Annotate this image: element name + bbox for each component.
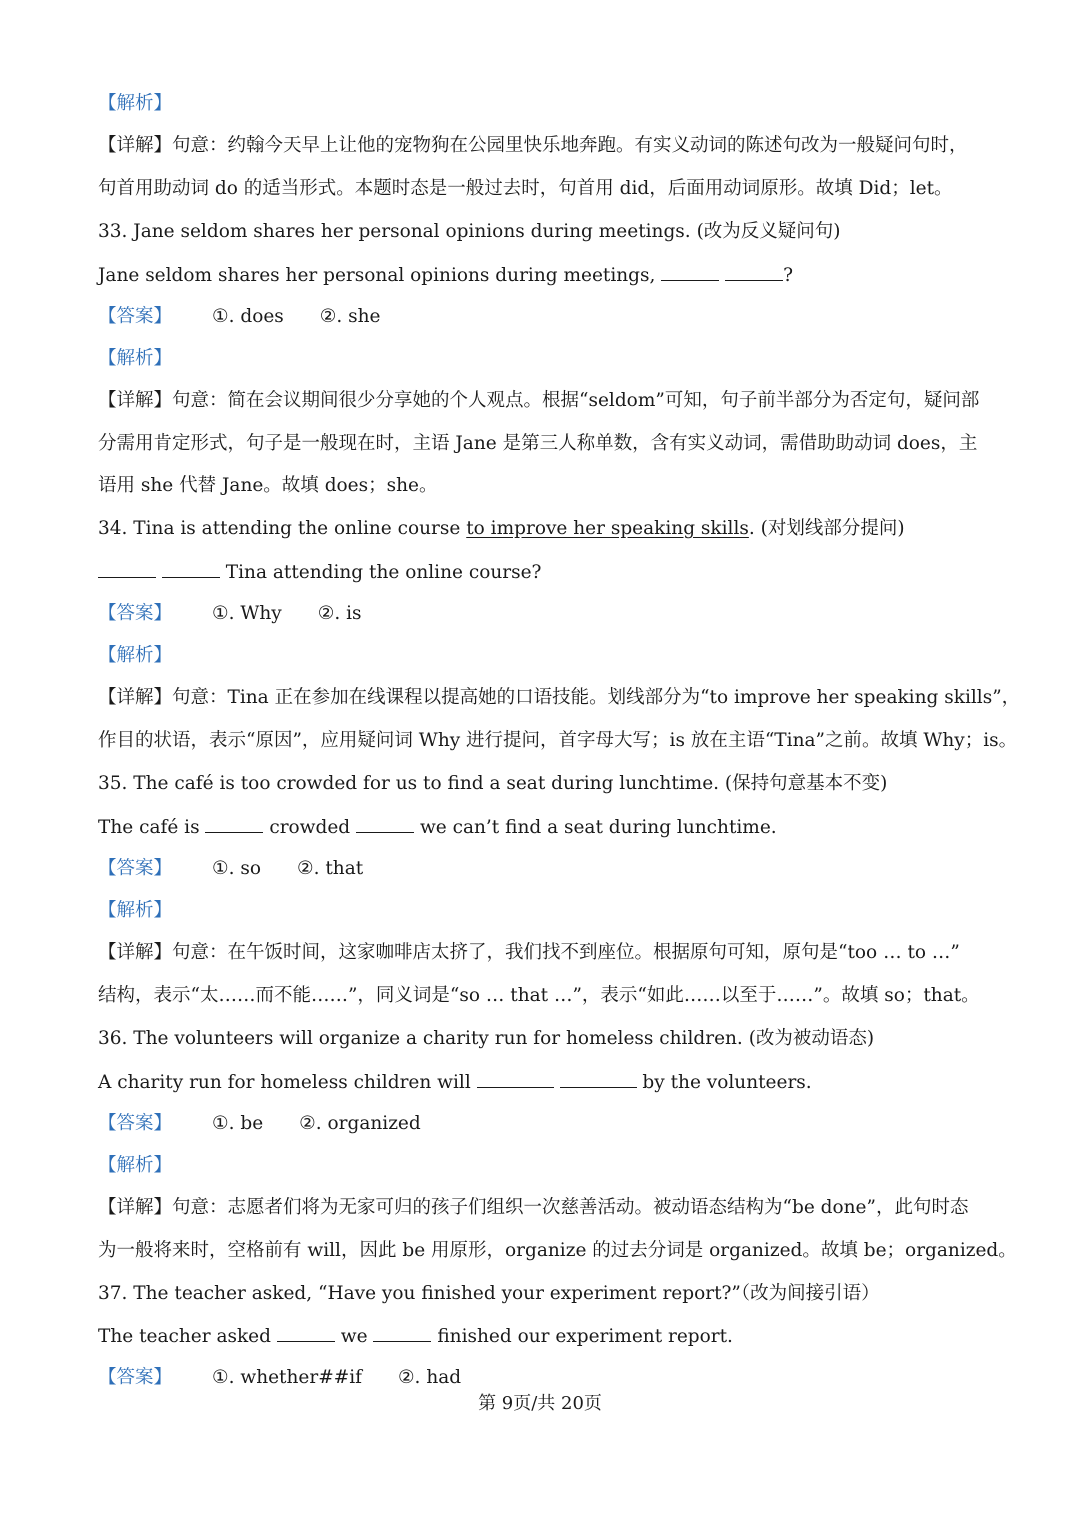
blank-1 (205, 814, 263, 833)
analysis-label-text: 【解析】 (98, 348, 173, 369)
answer-2: ②. organized (299, 1113, 421, 1134)
prompt-34 (98, 559, 988, 586)
analysis-label-text: 【解析】 (98, 645, 173, 666)
prompt-text: The teacher asked (98, 1326, 271, 1347)
question-34 (98, 516, 988, 542)
prompt-text: Tina attending the online course? (225, 562, 542, 583)
detail-q33-line3 (98, 473, 988, 499)
detail-q33-line1 (98, 388, 988, 414)
blank-1 (277, 1323, 335, 1342)
analysis-label-q35 (98, 898, 988, 924)
answer-label-text: 【答案】 (98, 603, 173, 624)
answer-label-text: 【答案】 (98, 858, 173, 879)
blank-2 (162, 559, 220, 578)
page-number: 第 9页/共 20页 (478, 1393, 602, 1414)
answer-1: ①. so (212, 858, 261, 879)
prompt-text: crowded (269, 817, 351, 838)
detail-text: 作目的状语，表示“原因”，应用疑问词 Why 进行提问，首字母大写；is 放在主语“Tina”之前。故填 Why；is。 (98, 730, 1018, 751)
underlined-phrase: to improve her speaking skills (466, 518, 749, 539)
detail-label-text: 【详解】 (98, 390, 173, 411)
answer-34 (98, 601, 988, 627)
answer-1: ①. whether##if (212, 1367, 362, 1388)
answer-label-text: 【答案】 (98, 1113, 173, 1134)
detail-q36-line2 (98, 1238, 1017, 1264)
blank-2 (373, 1323, 431, 1342)
detail-q35-line1 (98, 940, 988, 966)
answer-label-text: 【答案】 (98, 306, 173, 327)
detail-q32-line2 (98, 176, 988, 202)
question-text: 37. The teacher asked, “Have you finished your experiment report?”（改为间接引语） (98, 1283, 880, 1304)
answer-2: ②. that (297, 858, 364, 879)
question-36 (98, 1026, 988, 1052)
answer-1: ①. Why (212, 603, 282, 624)
detail-q32-line1 (98, 133, 988, 159)
detail-text: 语用 she 代替 Jane。故填 does；she。 (98, 475, 438, 496)
prompt-text: The café is (98, 817, 200, 838)
answer-1: ①. does (212, 306, 284, 327)
detail-label-text: 【详解】 (98, 1197, 173, 1218)
blank-1 (477, 1069, 554, 1088)
analysis-label-q32 (98, 91, 988, 117)
detail-text: 句首用助动词 do 的适当形式。本题时态是一般过去时，句首用 did，后面用动词原形。故填 Did；let。 (98, 178, 953, 199)
question-33 (98, 219, 988, 245)
analysis-label-text: 【解析】 (98, 900, 173, 921)
analysis-label-q36 (98, 1153, 988, 1179)
detail-text: 结构，表示“太……而不能……”，同义词是“so … that …”，表示“如此……以至于……”。故填 so；that。 (98, 985, 980, 1006)
prompt-36 (98, 1069, 988, 1096)
answer-35 (98, 856, 988, 882)
question-text: 36. The volunteers will organize a charity run for homeless children. (改为被动语态) (98, 1028, 875, 1049)
blank-1 (661, 262, 719, 281)
prompt-text: Jane seldom shares her personal opinions during meetings, (98, 265, 656, 286)
detail-label-text: 【详解】 (98, 942, 173, 963)
blank-2 (725, 262, 783, 281)
blank-2 (560, 1069, 637, 1088)
blank-1 (98, 559, 156, 578)
detail-label-text: 【详解】 (98, 135, 173, 156)
answer-2: ②. she (319, 306, 381, 327)
answer-2: ②. had (397, 1367, 462, 1388)
answer-1: ①. be (212, 1113, 264, 1134)
detail-label-text: 【详解】 (98, 687, 173, 708)
analysis-label-q34 (98, 643, 988, 669)
answer-33 (98, 304, 988, 330)
question-text: 33. Jane seldom shares her personal opinions during meetings. (改为反义疑问句) (98, 221, 841, 242)
detail-q34-line1 (98, 685, 1021, 711)
detail-text: 为一般将来时，空格前有 will，因此 be 用原形，organize 的过去分词是 organized。故填 be；organized。 (98, 1240, 1017, 1261)
prompt-37 (98, 1323, 988, 1350)
prompt-text: we (340, 1326, 368, 1347)
question-35 (98, 771, 988, 797)
detail-text: 句意：在午饭时间，这家咖啡店太挤了，我们找不到座位。根据原句可知，原句是“too … to …” (172, 942, 960, 963)
question-37 (98, 1281, 988, 1307)
detail-text: 句意：志愿者们将为无家可归的孩子们组织一次慈善活动。被动语态结构为“be done”，此句时态 (172, 1197, 969, 1218)
analysis-label-text: 【解析】 (98, 93, 173, 114)
question-text: 35. The café is too crowded for us to find a seat during lunchtime. (保持句意基本不变) (98, 773, 888, 794)
prompt-text: A charity run for homeless children will (98, 1072, 471, 1093)
detail-text: 句意：简在会议期间很少分享她的个人观点。根据“seldom”可知，句子前半部分为否定句，疑问部 (172, 390, 980, 411)
prompt-33 (98, 262, 988, 289)
detail-q36-line1 (98, 1195, 988, 1221)
analysis-label-text: 【解析】 (98, 1155, 173, 1176)
prompt-text: by the volunteers. (642, 1072, 812, 1093)
detail-text: 句意：Tina 正在参加在线课程以提高她的口语技能。划线部分为“to improve her speaking skills”， (172, 687, 1021, 708)
answer-37 (98, 1365, 988, 1391)
detail-q35-line2 (98, 983, 988, 1009)
detail-text: 分需用肯定形式，句子是一般现在时，主语 Jane 是第三人称单数，含有实义动词，需借助助动词 does，主 (98, 433, 978, 454)
answer-2: ②. is (317, 603, 362, 624)
question-text: . (对划线部分提问) (748, 518, 905, 539)
detail-q33-line2 (98, 431, 988, 457)
analysis-label-q33 (98, 346, 988, 372)
prompt-text: we can’t find a seat during lunchtime. (419, 817, 777, 838)
page-footer (0, 1392, 1080, 1416)
answer-label-text: 【答案】 (98, 1367, 173, 1388)
question-text: 34. Tina is attending the online course (98, 518, 467, 539)
prompt-text: ? (783, 265, 794, 286)
prompt-text: finished our experiment report. (437, 1326, 733, 1347)
blank-2 (356, 814, 414, 833)
answer-36 (98, 1111, 988, 1137)
prompt-35 (98, 814, 988, 841)
detail-text: 句意：约翰今天早上让他的宠物狗在公园里快乐地奔跑。有实义动词的陈述句改为一般疑问句时， (172, 135, 968, 156)
detail-q34-line2 (98, 728, 1018, 754)
